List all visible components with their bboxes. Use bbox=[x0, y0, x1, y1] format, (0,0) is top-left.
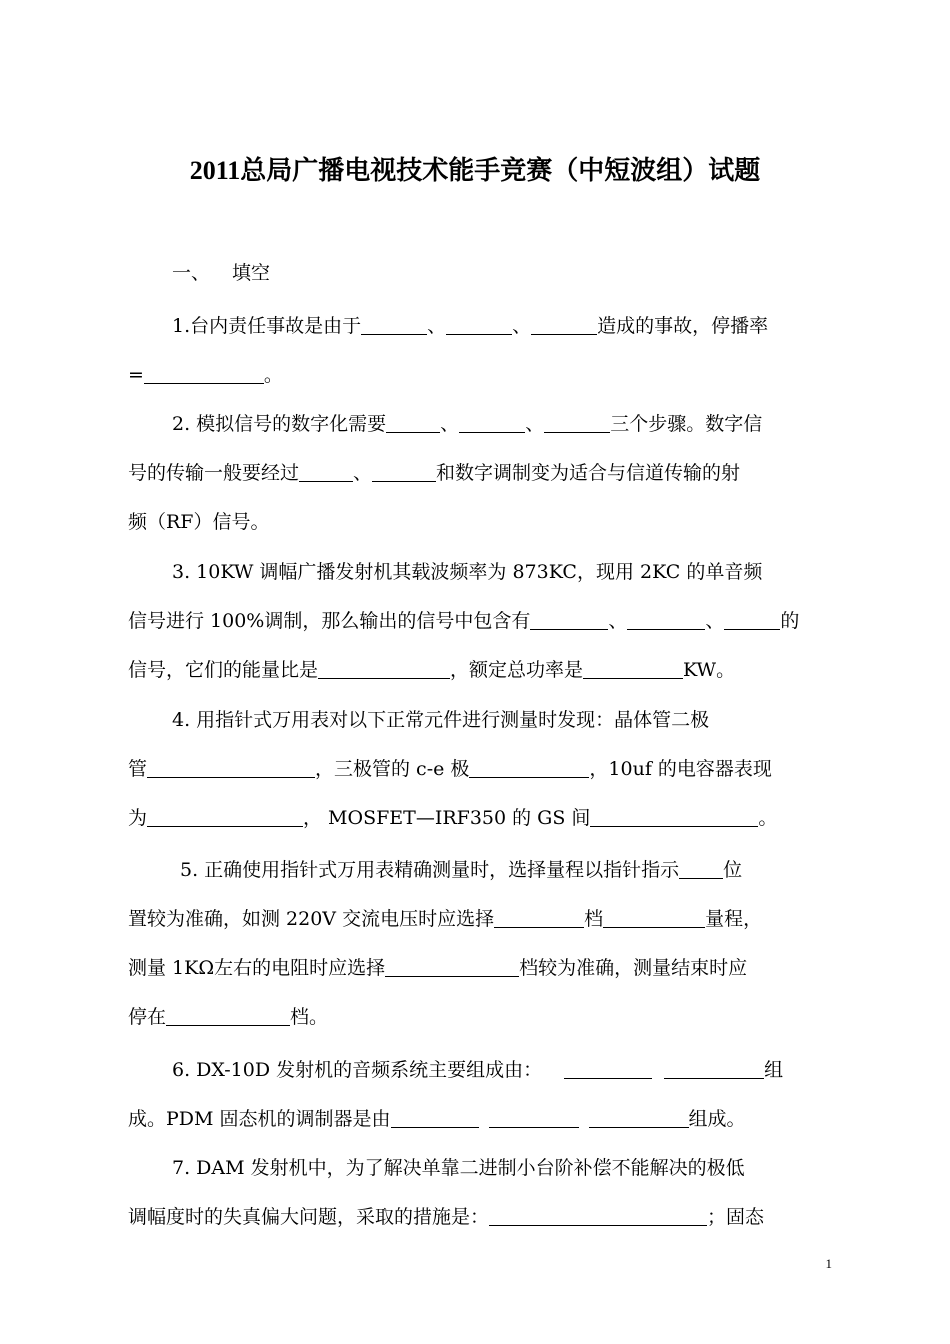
section-number: 一、 bbox=[172, 262, 211, 284]
answer-blank[interactable] bbox=[724, 610, 780, 630]
answer-blank[interactable] bbox=[589, 1108, 689, 1128]
answer-blank[interactable] bbox=[544, 413, 610, 433]
answer-blank[interactable] bbox=[679, 859, 723, 879]
answer-blank[interactable] bbox=[494, 908, 584, 928]
answer-blank[interactable] bbox=[627, 610, 705, 630]
answer-blank[interactable] bbox=[489, 1206, 707, 1226]
question-6: 6. DX-10D 发射机的音频系统主要组成由： 组 成。PDM 固态机的调制器是由 组成。 bbox=[128, 1059, 784, 1130]
question-3: 3. 10KW 调幅广播发射机其载波频率为 873KC，现用 2KC 的单音频 信号进行 100%调制，那么输出的信号中包含有 、 、 的 信号，它们的能量比是 ，额定总功率是 KW。 bbox=[128, 561, 800, 681]
answer-blank[interactable] bbox=[530, 610, 608, 630]
answer-blank[interactable] bbox=[489, 1108, 579, 1128]
answer-blank[interactable] bbox=[583, 659, 683, 679]
question-5: 5. 正确使用指针式万用表精确测量时，选择量程以指针指示 位 置较为准确，如测 220V 交流电压时应选择 档 量程， 测量 1KΩ左右的电阻时应选择 档较为准确，测量结束时应 停在 档。 bbox=[128, 859, 763, 1028]
section-heading bbox=[172, 258, 270, 285]
question-4: 4. 用指针式万用表对以下正常元件进行测量时发现：晶体管二极 管 ，三极管的 c-e 极 ，10uf 的电容器表现 为 ， MOSFET—IRF350 的 GS 间 。 bbox=[128, 709, 778, 829]
answer-blank[interactable] bbox=[318, 659, 450, 679]
answer-blank[interactable] bbox=[299, 462, 353, 482]
question-7: 7. DAM 发射机中，为了解决单靠二进制小台阶补偿不能解决的极低 调幅度时的失真偏大问题，采取的措施是： ；固态 bbox=[128, 1157, 765, 1228]
answer-blank[interactable] bbox=[446, 315, 512, 335]
answer-blank[interactable] bbox=[385, 957, 519, 977]
page-title: 2011总局广播电视技术能手竞赛（中短波组）试题 bbox=[189, 156, 761, 185]
section-label: 填空 bbox=[232, 262, 271, 284]
answer-blank[interactable] bbox=[386, 413, 440, 433]
question-2: 2. 模拟信号的数字化需要 、 、 三个步骤。数字信 号的传输一般要经过 、 和数字调制变为适合与信道传输的射 频（RF）信号。 bbox=[128, 413, 763, 533]
answer-blank[interactable] bbox=[147, 807, 303, 827]
answer-blank[interactable] bbox=[469, 758, 589, 778]
question-1: 1.台内责任事故是由于 、 、 造成的事故，停播率 = 。 bbox=[128, 315, 769, 386]
answer-blank[interactable] bbox=[144, 364, 264, 384]
answer-blank[interactable] bbox=[590, 807, 758, 827]
page-number: 1 bbox=[825, 1256, 832, 1271]
answer-blank[interactable] bbox=[664, 1059, 764, 1079]
answer-blank[interactable] bbox=[391, 1108, 479, 1128]
answer-blank[interactable] bbox=[166, 1006, 290, 1026]
answer-blank[interactable] bbox=[459, 413, 525, 433]
answer-blank[interactable] bbox=[361, 315, 427, 335]
answer-blank[interactable] bbox=[603, 908, 705, 928]
answer-blank[interactable] bbox=[564, 1059, 652, 1079]
answer-blank[interactable] bbox=[531, 315, 597, 335]
answer-blank[interactable] bbox=[372, 462, 436, 482]
answer-blank[interactable] bbox=[147, 758, 315, 778]
